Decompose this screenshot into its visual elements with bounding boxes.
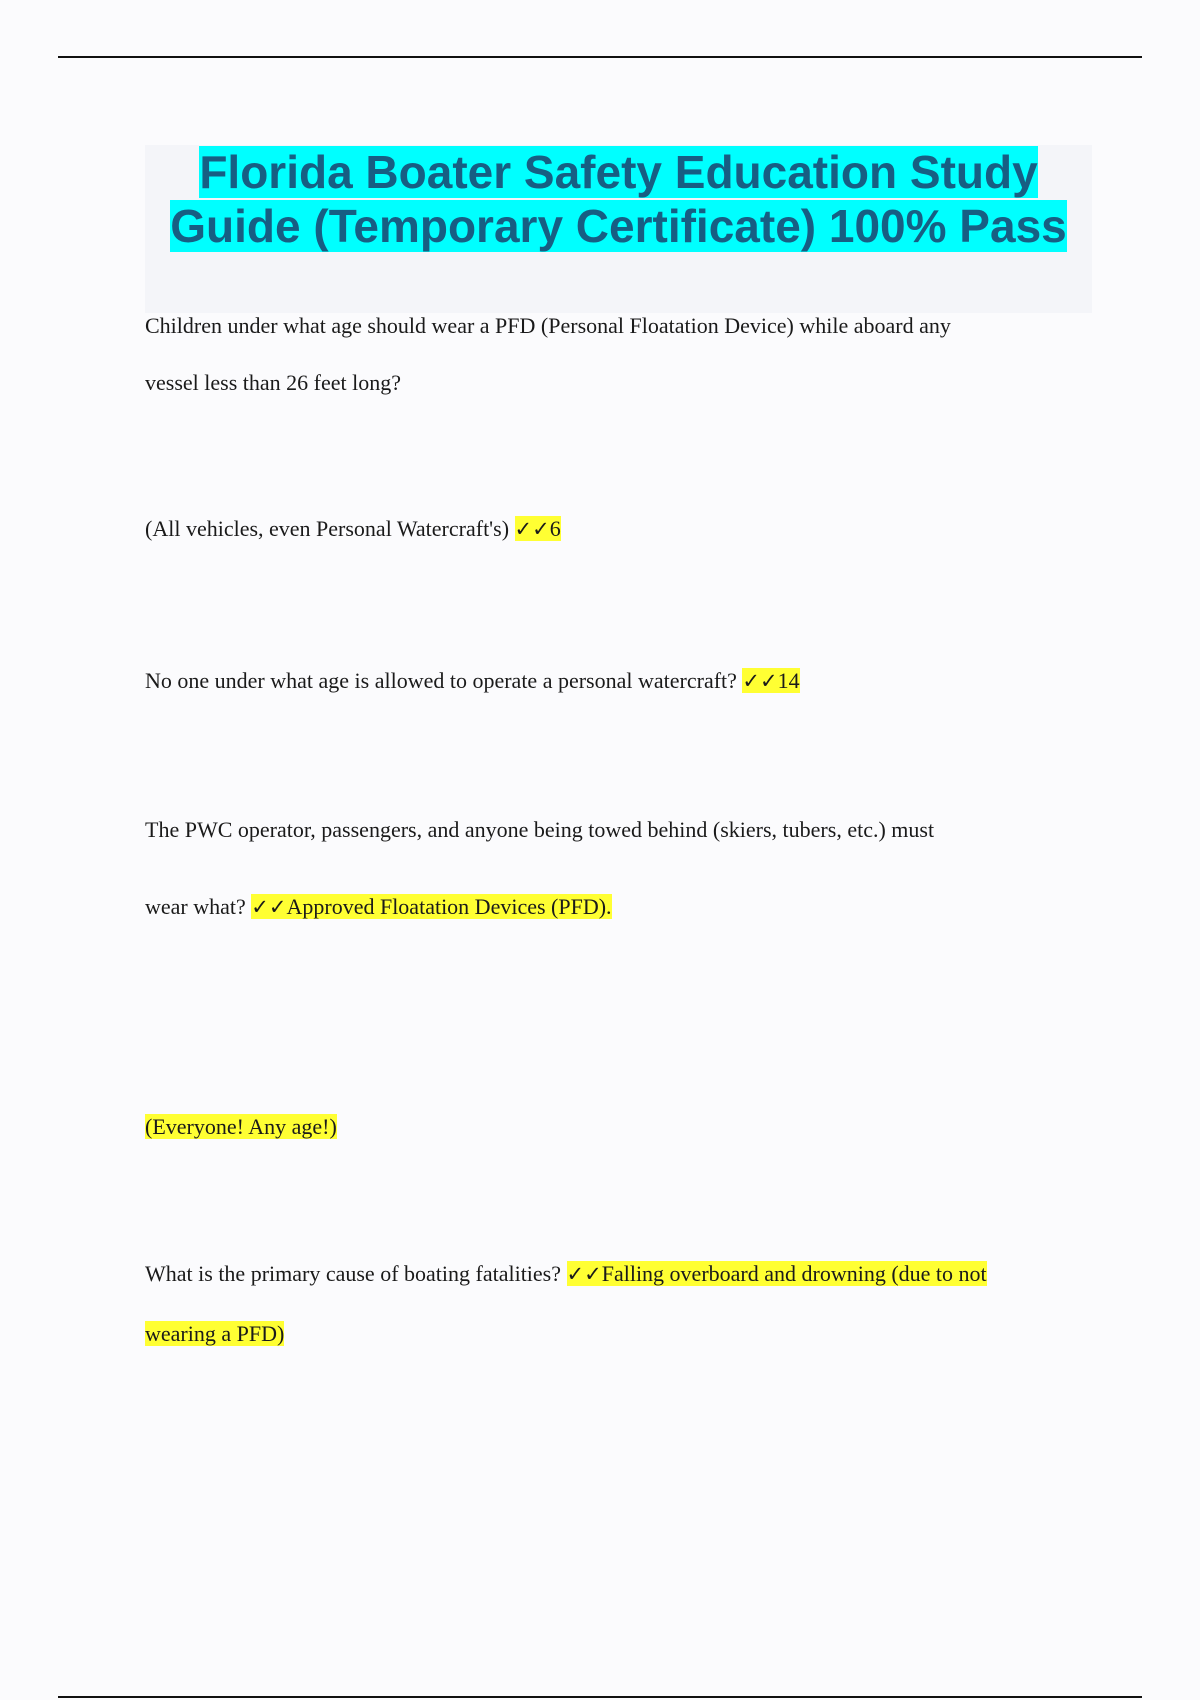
check-mark-icon: ✓✓ bbox=[742, 669, 778, 693]
question-3-line-2 bbox=[145, 894, 612, 920]
question-2: No one under what age is allowed to operate a personal watercraft? bbox=[145, 668, 737, 693]
answer-3-note: (Everyone! Any age!) bbox=[145, 1114, 337, 1139]
answer-highlight bbox=[742, 668, 799, 693]
question-2-line bbox=[145, 668, 800, 694]
document-title: Florida Boater Safety Education Study Guide (Temporary Certificate) 100% Pass bbox=[170, 146, 1067, 252]
answer-4-line-1: Falling overboard and drowning (due to not bbox=[601, 1261, 987, 1286]
question-1-note: (All vehicles, even Personal Watercraft's) bbox=[145, 516, 510, 541]
check-mark-icon: ✓✓ bbox=[251, 895, 287, 919]
top-rule bbox=[58, 56, 1142, 58]
answer-highlight bbox=[251, 894, 611, 919]
answer-highlight bbox=[567, 1261, 987, 1286]
question-3: wear what? bbox=[145, 894, 246, 919]
question-4-line bbox=[145, 1261, 987, 1287]
check-mark-icon: ✓✓ bbox=[566, 1262, 602, 1286]
answer-highlight bbox=[515, 516, 561, 541]
answer-1: 6 bbox=[549, 516, 561, 541]
check-mark-icon: ✓✓ bbox=[514, 517, 550, 541]
answer-2: 14 bbox=[777, 668, 800, 693]
question-1-answer-line bbox=[145, 516, 561, 542]
answer-4-line-2: wearing a PFD) bbox=[145, 1321, 285, 1346]
question-4: What is the primary cause of boating fatalities? bbox=[145, 1261, 562, 1286]
question-1-line-1: Children under what age should wear a PFD (Personal Floatation Device) while aboard any bbox=[145, 313, 951, 338]
question-1-line-2: vessel less than 26 feet long? bbox=[145, 370, 401, 395]
answer-3: Approved Floatation Devices (PFD). bbox=[286, 894, 612, 919]
bottom-rule bbox=[58, 1696, 1142, 1698]
title-block bbox=[145, 145, 1092, 313]
answer-3-note-line bbox=[145, 1114, 337, 1140]
answer-4-line-2-row bbox=[145, 1321, 284, 1347]
question-3-line-1: The PWC operator, passengers, and anyone being towed behind (skiers, tubers, etc.) must bbox=[145, 817, 935, 842]
